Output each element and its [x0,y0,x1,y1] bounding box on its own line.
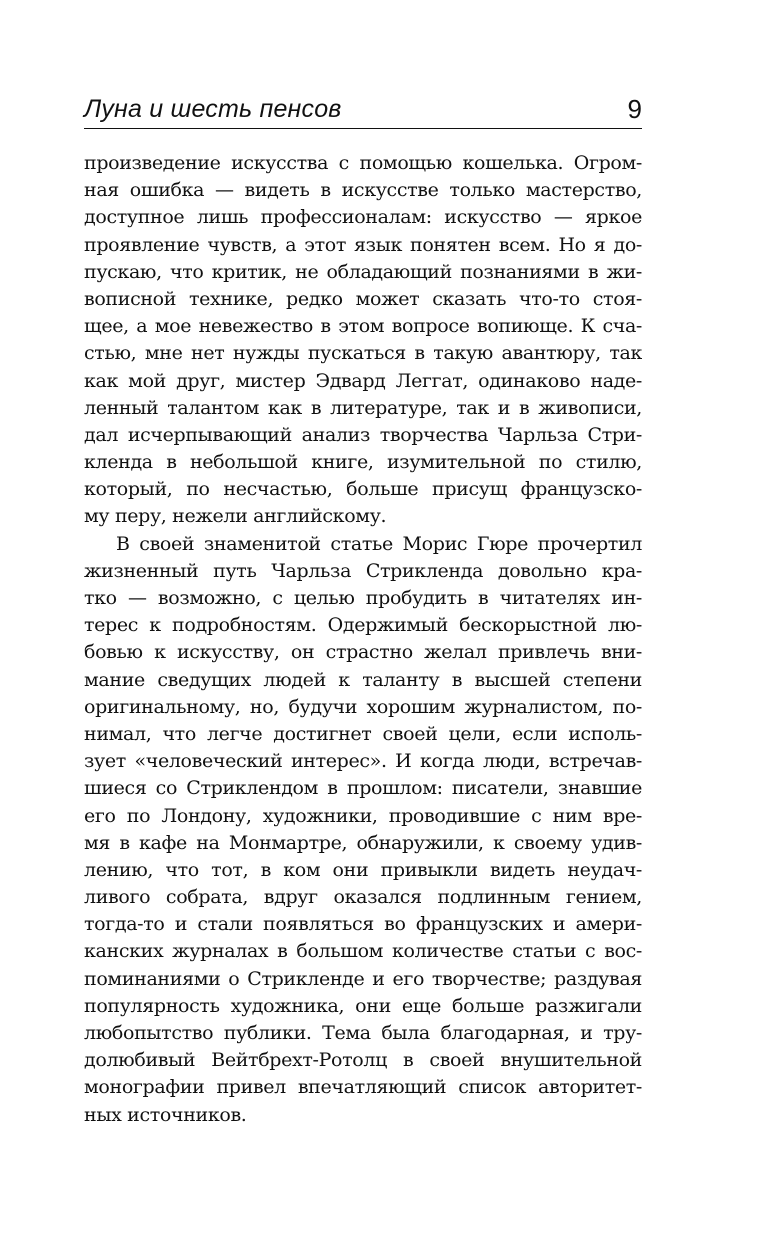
text-line: долюбивый Вейтбрехт-Ротолц в своей внушительной [84,1049,642,1072]
text-line: поминаниями о Стрикленде и его творчестве; раздувая [84,967,642,990]
text-line: оригинальному, но, будучи хорошим журналистом, по- [84,695,642,718]
text-line: канских журналах в большом количестве статьи с вос- [84,940,642,963]
paragraph [84,531,642,1129]
text-line: тогда-то и стали появляться во французских и амери- [84,913,642,936]
text-line: проявление чувств, а этот язык понятен всем. Но я до- [84,233,642,256]
text-line: который, по несчастью, больше присущ французско- [84,478,642,501]
text-line: шиеся со Стриклендом в прошлом: писатели, знавшие [84,777,642,800]
paragraph [84,150,642,531]
text-line: тко — возможно, с целью пробудить в читателях ин- [84,587,642,609]
text-line: стью, мне нет нужды пускаться в такую авантюру, так [84,342,642,365]
body-text [84,150,642,1129]
text-line: зует «человеческий интерес». И когда люди, встречав- [84,750,642,773]
text-line: дал исчерпывающий анализ творчества Чарльза Стри- [84,423,642,446]
text-line: лению, что тот, в ком они привыкли видеть неудач- [84,858,642,881]
text-line: мя в кафе на Монмартре, обнаружили, к своему удив- [84,831,642,854]
text-line: монографии привел впечатляющий список авторитет- [84,1076,642,1099]
text-line: нимал, что легче достигнет своей цели, если исполь- [84,722,642,745]
text-line: доступное лишь профессионалам: искусство — яркое [84,206,642,229]
text-line: бовью к искусству, он страстно желал привлечь вни- [84,641,642,664]
text-line: жизненный путь Чарльза Стрикленда довольно кра- [84,559,642,582]
page-number: 9 [627,94,642,124]
text-line: ных источников. [84,1103,247,1126]
text-line: щее, а мое невежество в этом вопросе вопиюще. К сча- [84,315,642,338]
text-line: кленда в небольшой книге, изумительной по стилю, [84,451,642,474]
text-line: любопытство публики. Тема была благодарная, и тру- [84,1022,642,1044]
text-line: пускаю, что критик, не обладающий познаниями в жи- [84,260,642,283]
text-line: ливого собрата, вдруг оказался подлинным гением, [84,886,642,909]
text-line: вописной технике, редко может сказать что-то стоя- [84,287,642,310]
text-line: популярность художника, они еще больше разжигали [84,994,642,1017]
text-line: ленный талантом как в литературе, так и в живописи, [84,396,642,419]
text-line: произведение искусства с помощью кошелька. Огром- [84,152,642,174]
text-line: ная ошибка — видеть в искусстве только мастерство, [84,179,642,202]
text-line: его по Лондону, художники, проводившие с ним вре- [84,804,642,827]
text-line: терес к подробностям. Одержимый бескорыстной лю- [84,614,642,637]
running-header [84,92,642,129]
text-line: мание сведущих людей к таланту в высшей степени [84,668,642,691]
text-line: как мой друг, мистер Эдвард Леггат, одинаково наде- [84,369,642,392]
running-title: Луна и шесть пенсов [84,95,342,123]
text-line: В своей знаменитой статье Морис Гюре прочертил [116,532,642,555]
text-line: му перу, нежели английскому. [84,505,387,528]
